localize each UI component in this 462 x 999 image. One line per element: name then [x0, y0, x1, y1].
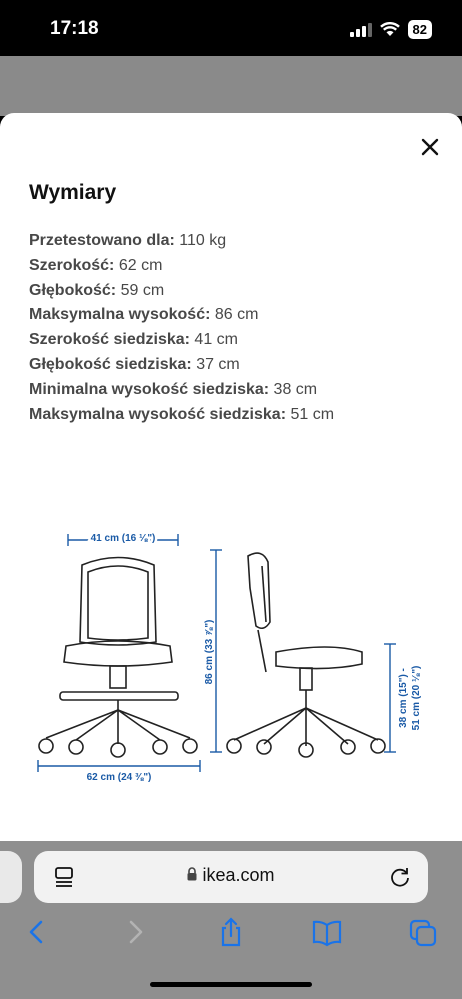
total-height-label: 86 cm (33 ⅞") — [204, 619, 215, 685]
lock-icon — [187, 867, 197, 881]
seat-height-label-2: 51 cm (20 ⅛") — [411, 665, 422, 731]
close-icon[interactable] — [418, 135, 442, 159]
seat-height-label-1: 38 cm (15") - — [398, 668, 409, 728]
status-icons — [350, 20, 432, 39]
forward-icon[interactable] — [120, 916, 150, 948]
status-bar — [0, 0, 462, 56]
dimension-item: Przetestowano dla: 110 kg — [29, 232, 227, 249]
browser-bar — [0, 841, 462, 999]
dimension-item: Minimalna wysokość siedziska: 38 cm — [29, 380, 318, 398]
page-backdrop — [0, 56, 462, 116]
url-label: ikea.com — [202, 865, 275, 885]
dimension-item: Głębokość: 59 cm — [29, 281, 165, 299]
address-bar[interactable] — [34, 851, 428, 903]
back-icon[interactable] — [22, 916, 52, 948]
dimension-item: Maksymalna wysokość siedziska: 51 cm — [29, 405, 335, 423]
cellular-signal-icon — [350, 23, 372, 37]
side-view-chair — [227, 553, 385, 757]
dimension-lines — [38, 534, 396, 772]
chair-dimension-drawing — [30, 522, 430, 787]
total-width-label: 62 cm (24 ⅜") — [86, 772, 152, 783]
battery-level: 82 — [408, 20, 432, 39]
front-view-chair — [39, 558, 197, 758]
dimension-item: Głębokość siedziska: 37 cm — [29, 355, 240, 373]
dimensions-list — [29, 229, 334, 427]
seat-width-label: 41 cm (16 ⅛") — [90, 533, 156, 544]
dimension-item: Maksymalna wysokość: 86 cm — [29, 306, 259, 324]
dimension-item: Szerokość: 62 cm — [29, 256, 163, 274]
share-icon[interactable] — [216, 916, 246, 948]
previous-tab-pill[interactable] — [0, 851, 22, 903]
bookmarks-icon[interactable] — [312, 916, 342, 948]
url-text[interactable] — [34, 865, 428, 886]
reload-icon[interactable] — [388, 865, 412, 889]
status-time: 17:18 — [50, 18, 99, 39]
dimension-item: Szerokość siedziska: 41 cm — [29, 331, 238, 349]
browser-toolbar — [0, 916, 462, 956]
home-indicator — [150, 982, 312, 987]
sheet-title: Wymiary — [29, 181, 117, 204]
wifi-icon — [380, 22, 400, 37]
tabs-icon[interactable] — [408, 916, 438, 948]
